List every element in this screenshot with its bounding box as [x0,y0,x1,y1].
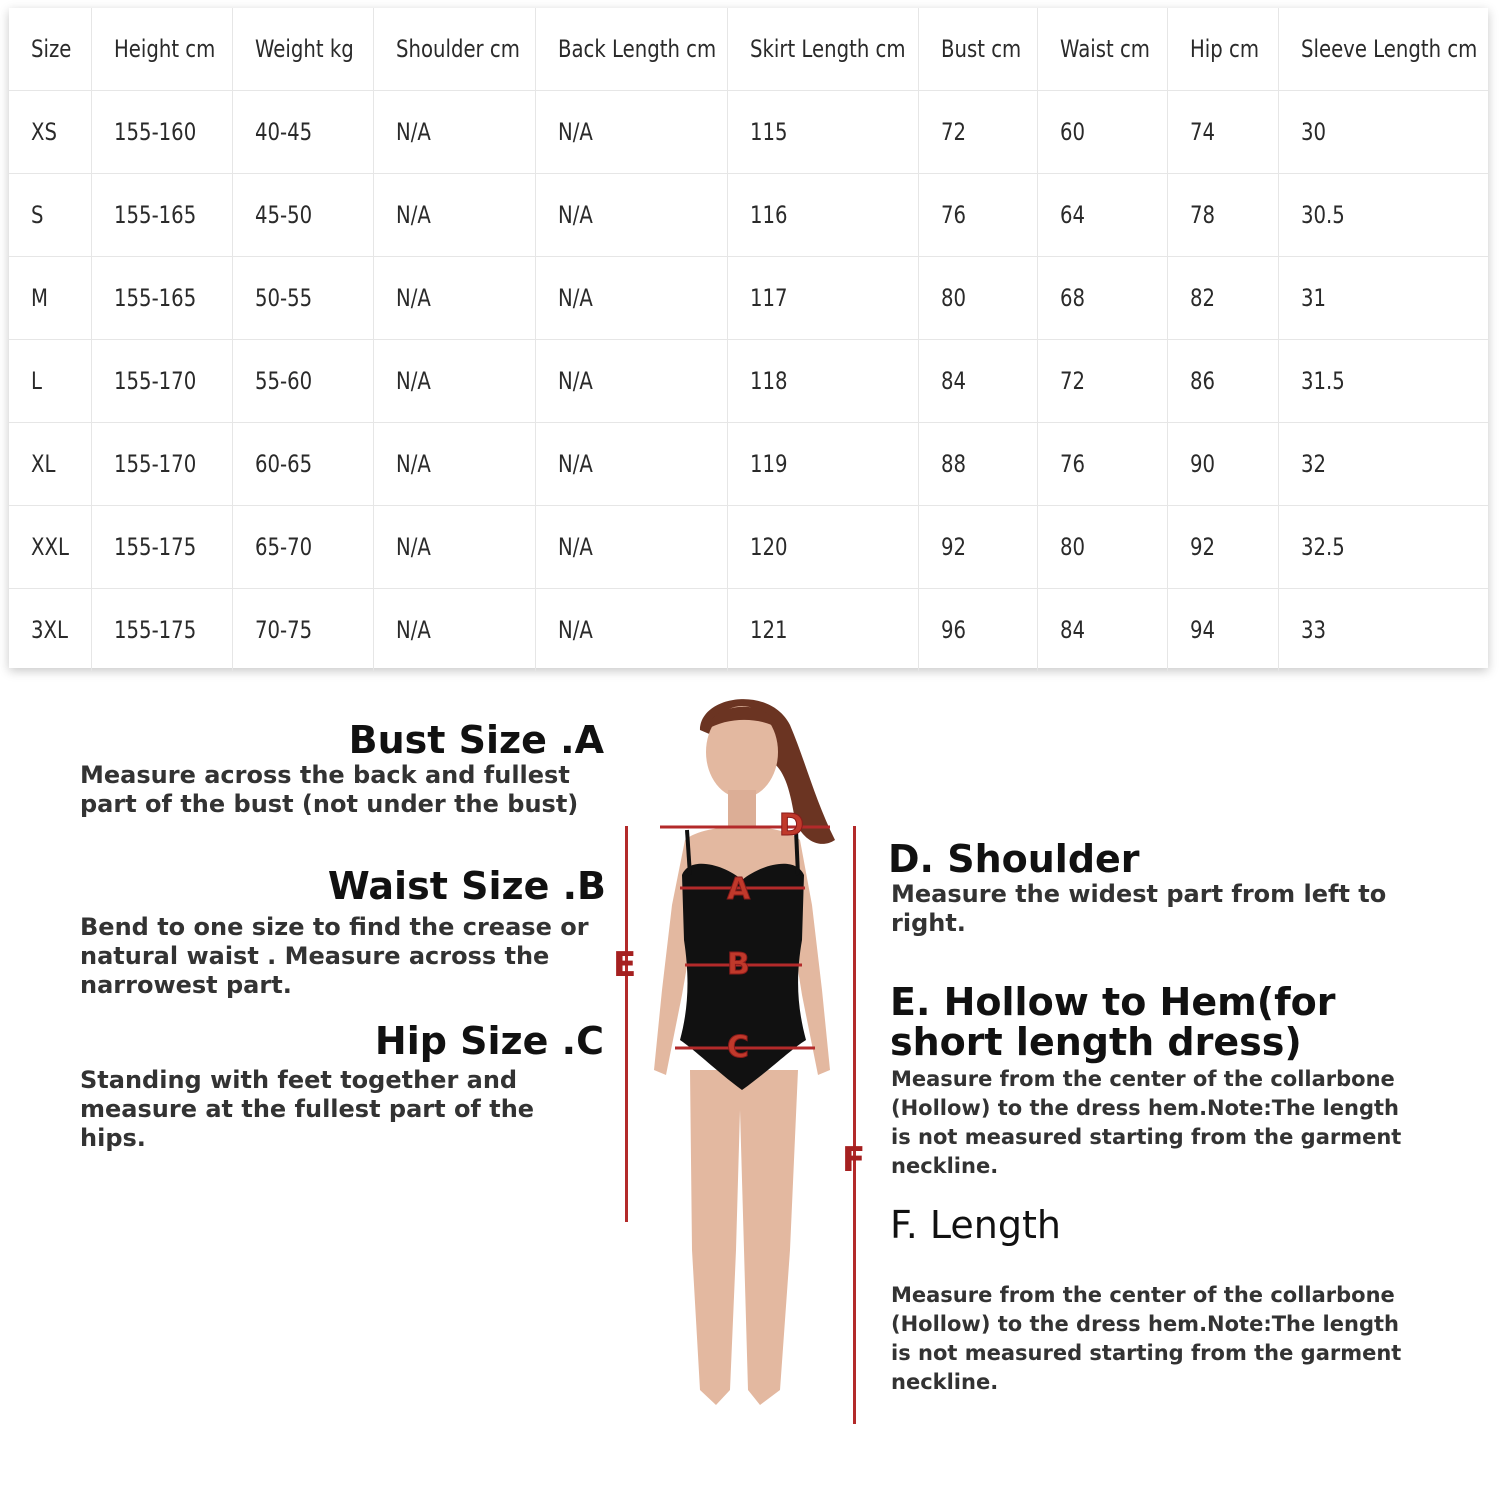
table-cell: 76 [918,173,1037,256]
table-cell: 80 [1037,505,1167,588]
length-heading: F. Length [890,1203,1061,1247]
hollow-to-hem-description: Measure from the center of the collarbone (Hollow) to the dress hem.Note:The length is not measured starting from the garment neckline. [891,1067,1402,1178]
table-cell: 88 [918,422,1037,505]
table-cell: 31.5 [1278,339,1488,422]
table-cell: 82 [1167,256,1278,339]
table-cell: 96 [918,588,1037,671]
hip-size-heading: Hip Size .C [374,1019,604,1063]
table-cell: 80 [918,256,1037,339]
size-chart-table [9,8,1488,671]
bust-size-description: Measure across the back and fullest part of the bust (not under the bust) [80,761,579,818]
letter-f-marker: F [842,1140,866,1180]
bust-size-heading: Bust Size .A [348,718,604,762]
header-size: Size [9,8,91,90]
table-cell: 33 [1300,615,1326,644]
letter-e-marker: E [613,945,637,985]
hip-size-description: Standing with feet together and measure at the fullest part of the hips. [80,1066,535,1152]
size-chart-table-card [9,8,1488,668]
table-cell: N/A [535,422,727,505]
table-cell: N/A [535,173,727,256]
letter-c-marker: C [727,1030,750,1065]
table-cell: XL [9,422,91,505]
table-cell: 65-70 [232,505,373,588]
table-row [9,588,1488,671]
table-cell: N/A [535,339,727,422]
table-cell: N/A [373,588,535,671]
table-cell: 72 [1037,339,1167,422]
hollow-to-hem-line [625,826,628,1222]
hollow-to-hem-heading-line1: E. Hollow to Hem(for [890,980,1336,1024]
table-cell: 64 [1037,173,1167,256]
letter-a-marker: A [727,872,751,907]
table-cell: 30.5 [1278,173,1488,256]
table-body [9,90,1488,671]
header-bust: Bust cm [918,8,1037,90]
header-skirt-length: Skirt Length cm [727,8,918,90]
table-cell: N/A [373,422,535,505]
table-cell: 121 [727,588,918,671]
hollow-to-hem-heading-line2: short length dress) [890,1020,1302,1064]
header-weight: Weight kg [232,8,373,90]
table-cell: 32 [1278,422,1488,505]
table-row [9,173,1488,256]
table-cell: 60 [1037,90,1167,173]
table-cell: 72 [918,90,1037,173]
table-cell: 115 [727,90,918,173]
table-cell: 119 [727,422,918,505]
table-cell: N/A [373,256,535,339]
waist-size-description: Bend to one size to find the crease or natural waist . Measure across the narrowest part. [80,913,589,999]
table-cell: N/A [373,505,535,588]
table-cell: 86 [1167,339,1278,422]
table-cell: XS [9,90,91,173]
table-cell: 94 [1167,588,1278,671]
waist-size-heading: Waist Size .B [327,864,606,908]
table-cell: 45-50 [232,173,373,256]
table-cell: 118 [727,339,918,422]
table-cell: 68 [1037,256,1167,339]
table-cell: S [9,173,91,256]
table-cell: 78 [1167,173,1278,256]
table-cell: N/A [535,256,727,339]
header-back-length: Back Length cm [535,8,727,90]
table-cell: 70-75 [232,588,373,671]
table-cell: 90 [1167,422,1278,505]
table-cell: 155-175 [91,588,232,671]
table-cell: N/A [373,339,535,422]
table-cell: 155-165 [91,173,232,256]
letter-b-marker: B [727,947,750,982]
table-cell: 55-60 [232,339,373,422]
table-cell: 60-65 [232,422,373,505]
letter-d-marker: D [779,808,804,843]
table-cell: 155-160 [91,90,232,173]
table-cell: 155-170 [91,422,232,505]
model-legs [690,1070,798,1405]
table-cell: 84 [918,339,1037,422]
table-cell: N/A [535,588,727,671]
table-cell: 120 [727,505,918,588]
table-cell: 92 [1167,505,1278,588]
header-height: Height cm [91,8,232,90]
table-cell: N/A [373,173,535,256]
table-cell: 40-45 [232,90,373,173]
header-shoulder: Shoulder cm [373,8,535,90]
table-cell: M [9,256,91,339]
table-cell: 92 [918,505,1037,588]
table-row [9,422,1488,505]
table-cell: 30 [1278,90,1488,173]
table-cell: N/A [535,505,727,588]
table-row [9,339,1488,422]
table-cell: 155-175 [91,505,232,588]
table-row [9,256,1488,339]
table-row [9,505,1488,588]
table-cell: 50-55 [232,256,373,339]
header-hip: Hip cm [1167,8,1278,90]
table-cell: N/A [535,90,727,173]
table-cell: 84 [1037,588,1167,671]
table-cell: 32.5 [1278,505,1488,588]
table-cell: N/A [373,90,535,173]
table-cell: 116 [727,173,918,256]
table-cell: 74 [1167,90,1278,173]
header-waist: Waist cm [1037,8,1167,90]
table-cell: L [9,339,91,422]
header-sleeve-length: Sleeve Length cm [1278,8,1488,90]
table-cell: 76 [1037,422,1167,505]
table-cell: 117 [727,256,918,339]
table-cell: 31 [1278,256,1488,339]
table-cell: 3XL [9,588,91,671]
table-cell: 155-170 [91,339,232,422]
table-cell: XXL [9,505,91,588]
length-description: Measure from the center of the collarbone (Hollow) to the dress hem.Note:The length is not measured starting from the garment neckline. [891,1283,1402,1394]
table-row [9,90,1488,173]
shoulder-description: Measure the widest part from left to right. [891,880,1387,937]
length-line [853,826,856,1424]
table-cell: 155-165 [91,256,232,339]
table-header-row [9,8,1488,90]
shoulder-heading: D. Shoulder [888,837,1140,881]
